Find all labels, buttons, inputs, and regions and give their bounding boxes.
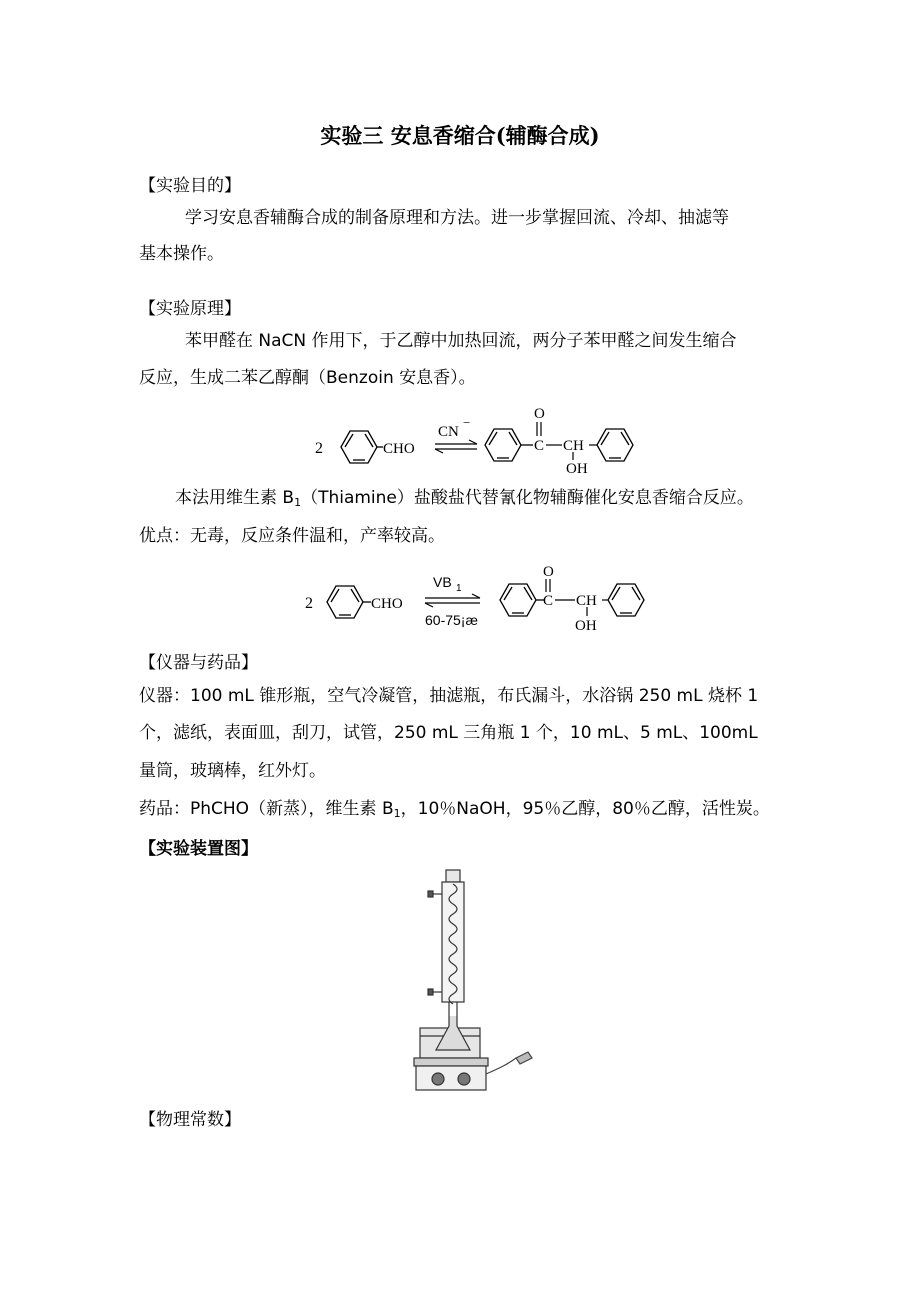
reaction1-coefficient: 2 (315, 440, 323, 457)
section-heading-constants: 【物理常数】 (139, 1110, 241, 1130)
benzene-ring-product-left-2 (500, 584, 544, 616)
apparatus-text-line2: 个，滤纸，表面皿，刮刀，试管，250 mL 三角瓶 1 个，10 mL、5 mL、100mL (139, 723, 758, 743)
apparatus-diagram (400, 868, 560, 1094)
reaction1-cho: CHO (383, 441, 415, 457)
reaction1-carbonyl-o: O (534, 406, 545, 422)
page-title: 实验三 安息香缩合(辅酶合成) (320, 123, 600, 148)
reaction1-catalyst-charge: − (463, 415, 471, 430)
reaction2-cho: CHO (371, 596, 403, 612)
benzene-ring-product-left (485, 429, 533, 461)
apparatus-text-line1: 仪器：100 mL 锥形瓶，空气冷凝管，抽滤瓶，布氏漏斗，水浴锅 250 mL 烧杯 1 (139, 686, 759, 706)
principle-text-line3 (175, 482, 754, 514)
benzene-ring-product-right (597, 429, 633, 461)
section-heading-principle: 【实验原理】 (139, 299, 241, 319)
principle-text-line2: 反应，生成二苯乙醇酮（Benzoin 安息香）。 (139, 368, 476, 388)
reaction1-carbon: C (534, 438, 545, 454)
reagents-line-pre: 药品：PhCHO（新蒸），维生素 B (139, 799, 394, 819)
power-cord (486, 1052, 532, 1074)
reaction2-carbon: C (543, 593, 554, 609)
reaction1-oh: OH (566, 461, 588, 477)
benzene-ring-reactant (341, 431, 383, 463)
benzene-ring-product-right-2 (608, 584, 644, 616)
reaction2-coefficient: 2 (305, 595, 313, 612)
section-heading-purpose: 【实验目的】 (139, 176, 241, 196)
carbonyl-double-bond (537, 422, 541, 436)
principle-line3-pre: 本法用维生素 B (175, 488, 295, 508)
reagents-b1-subscript: 1 (393, 807, 401, 820)
reaction2-carbonyl-o: O (543, 564, 554, 580)
reaction1-ch: CH (563, 438, 584, 454)
apparatus-text-line3: 量筒，玻璃棒，红外灯。 (139, 761, 326, 781)
reflux-condenser (428, 870, 464, 1016)
reaction-scheme-vb1 (295, 560, 655, 640)
principle-line3-post: （Thiamine）盐酸盐代替氰化物辅酶催化安息香缩合反应。 (301, 488, 754, 508)
reagents-line-post: ，10％NaOH，95％乙醇，80％乙醇，活性炭。 (400, 799, 770, 819)
reagents-text-line (139, 793, 770, 825)
water-bath-flask (420, 1016, 480, 1058)
reaction2-oh: OH (575, 618, 597, 634)
purpose-text-line1: 学习安息香辅酶合成的制备原理和方法。进一步掌握回流、冷却、抽滤等 (185, 208, 729, 228)
reaction2-condition: 60-75¡æ (425, 612, 478, 628)
hot-plate (414, 1058, 488, 1090)
equilibrium-arrow (435, 440, 477, 453)
reaction1-catalyst: CN (438, 424, 459, 440)
principle-text-line4: 优点：无毒，反应条件温和，产率较高。 (139, 526, 445, 546)
vitamin-b1-subscript: 1 (294, 496, 302, 509)
reaction2-ch: CH (576, 593, 597, 609)
benzene-ring-reactant-2 (327, 586, 371, 618)
carbonyl-double-bond-2 (546, 579, 550, 592)
equilibrium-arrow-2 (425, 594, 480, 607)
principle-text-line1: 苯甲醛在 NaCN 作用下，于乙醇中加热回流，两分子苯甲醛之间发生缩合 (185, 331, 737, 351)
reaction2-catalyst-subscript: 1 (456, 583, 462, 594)
reaction2-catalyst: VB (433, 574, 452, 590)
section-heading-apparatus: 【仪器与药品】 (139, 653, 258, 673)
reaction-scheme-cn (305, 400, 650, 480)
purpose-text-line2: 基本操作。 (139, 244, 224, 264)
section-heading-setup: 【实验装置图】 (139, 839, 258, 859)
